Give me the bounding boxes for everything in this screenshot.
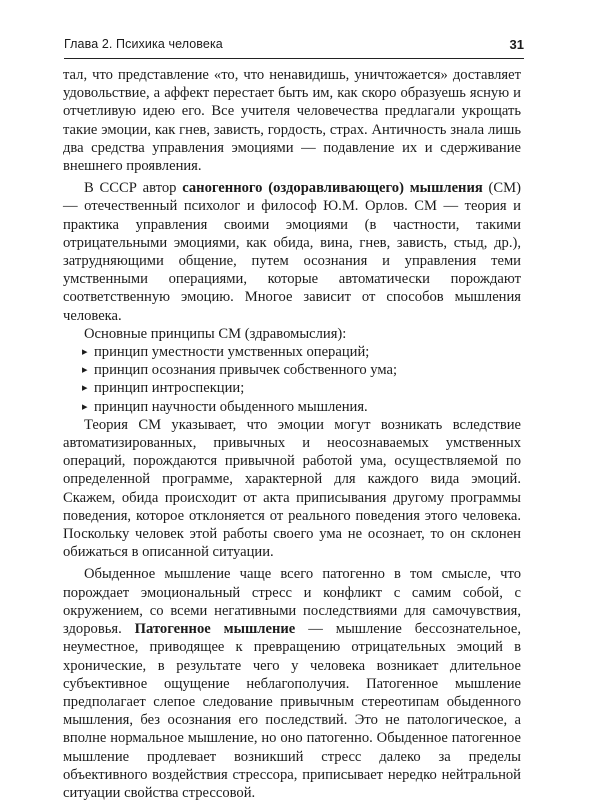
paragraph-2-rest: (СМ) — отечественный психолог и философ Ю.М. Орлов. СМ — теория и практика управления своими эмоциями (в частности, такими отрицательными эмоциями, как обида, вина, гнев, зависть, стыд, др.), затрудняющими общение, путем осознания и управления теми умственными операциями, которые автоматически порождают соответственную эмоцию. Многое зависит от способов мышления человека. bbox=[63, 180, 521, 324]
page-number: 31 bbox=[509, 37, 524, 52]
term-pathogenic-thinking: Патогенное мышление bbox=[134, 621, 296, 638]
paragraph-3: Основные принципы СМ (здравомыслия): bbox=[84, 325, 347, 342]
paragraph-2-lead: В СССР автор bbox=[84, 180, 183, 197]
list-item bbox=[82, 343, 521, 361]
list-item-text: принцип научности обыденного мышления. bbox=[94, 398, 368, 415]
paragraph-5 bbox=[63, 565, 521, 802]
list-item bbox=[82, 379, 521, 397]
triangle-right-icon: ▸ bbox=[82, 346, 88, 359]
list-item bbox=[82, 361, 521, 379]
triangle-right-icon: ▸ bbox=[82, 364, 88, 377]
chapter-title: Глава 2. Психика человека bbox=[64, 37, 223, 51]
list-item-text: принцип интроспекции; bbox=[94, 380, 245, 397]
paragraph-5-lead: Обыденное мышление чаще всего патогенно в том смысле, что порождает эмоциональный стресс и конфликт с самим собой, с окружением, со всеми негативными последствиями для самочувствия, здоровья. bbox=[63, 566, 521, 638]
triangle-right-icon: ▸ bbox=[82, 400, 88, 413]
list-item-text: принцип уместности умственных операций; bbox=[94, 344, 370, 361]
triangle-right-icon: ▸ bbox=[82, 382, 88, 395]
text-body bbox=[63, 66, 521, 802]
list-item bbox=[82, 398, 521, 416]
list-item-text: принцип осознания привычек собственного ума; bbox=[94, 362, 398, 379]
header-rule bbox=[64, 58, 524, 59]
paragraph-2 bbox=[63, 179, 521, 325]
paragraph-5-rest: — мышление бессознательное, неуместное, приводящее к превращению отрицательных эмоций в хронические, в результате чего у человека возникает длительное субъективное ощущение неблагополучия. Патогенное мышление предполагает слепое следование привычным стереотипам обыденного мышления, без осознания его последствий. Это не патологическое, а вполне нормальное мышление, но оно патогенно. Обыденное патогенное мышление продлевает возникший стресс далеко за пределы объективного воздействия стрессора, приписывает нередко нейтральной ситуации свойства стрессовой. bbox=[63, 621, 522, 801]
paragraph-4: Теория СМ указывает, что эмоции могут возникать вследствие автоматизированных, привычных и неосознаваемых умственных операций, порождаются привычной работой ума, осуществляемой по определенной программе, характерной для каждого вида эмоций. Скажем, обида происходит от акта приписывания другому программы поведения, которое отклоняется от реального поведения этого человека. Поскольку человек этой работы своего ума не осознает, то он склонен обижаться в описанной ситуации. bbox=[63, 416, 521, 561]
principles-list bbox=[63, 343, 521, 416]
term-sanogenic-thinking: саногенного (оздоравливающего) мышления bbox=[182, 180, 483, 197]
running-header bbox=[64, 37, 524, 57]
paragraph-1: тал, что представление «то, что ненавидишь, уничтожается» доставляет удовольствие, а аффект перестает быть им, как скоро образуешь ясную и отчетливую идею его. Все учителя человечества предлагали укрощать такие эмоции, как гнев, зависть, гордость, страх. Античность знала лишь два средства управления эмоциями — подавление их и сдерживание внешнего проявления. bbox=[63, 67, 521, 175]
